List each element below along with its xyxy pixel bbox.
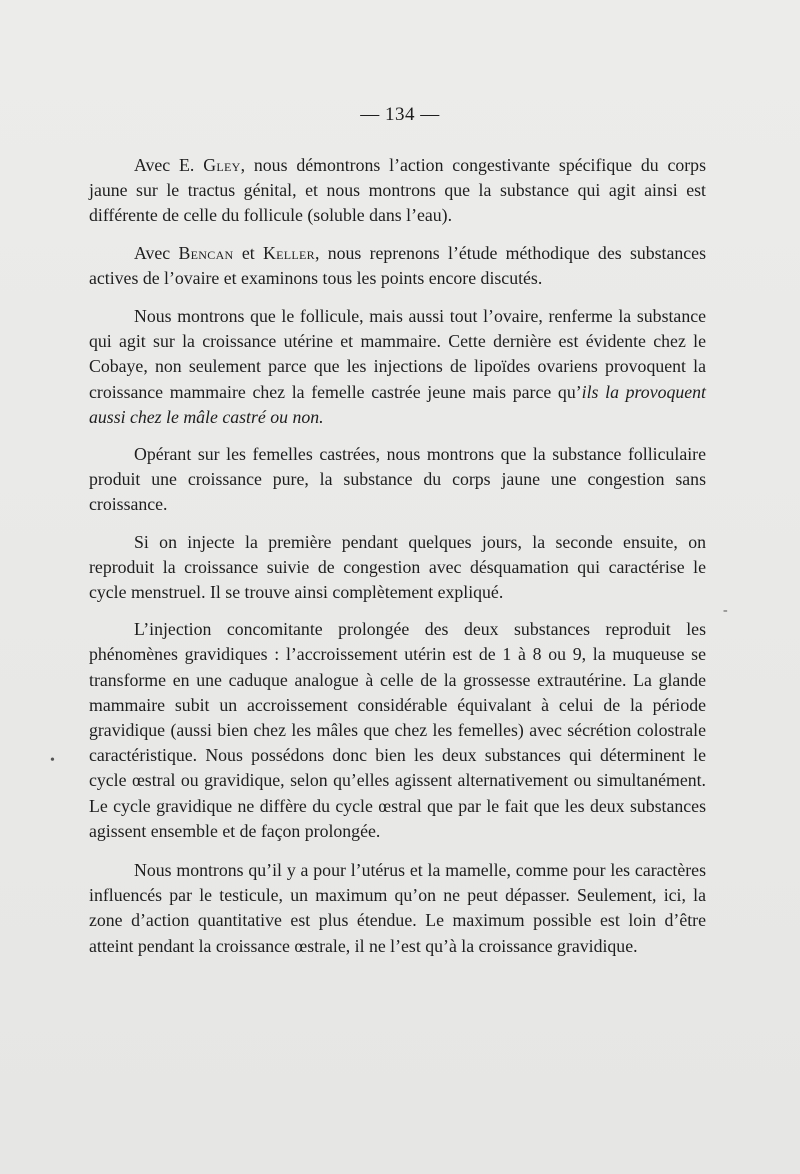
p4-text: Opérant sur les femelles castrées, nous montrons que la substance folliculaire produit une croissance pure, la substance du corps jaune une congestion sans croissance.	[89, 444, 706, 515]
p3-italic-emphasis: ils la provoquent aussi chez le mâle castré ou non.	[89, 381, 706, 427]
p7-text: Nous montrons qu’il y a pour l’utérus et la mamelle, comme pour les caractères influencés par le testicule, un maximum qu’on ne peut dépasser. Seulement, ici, la zone d’action quantitative est plus étendue. Le maximum possible est loin d’être atteint pendant la croissance œstrale, il ne l’est qu’à la croissance gravidique.	[89, 860, 706, 956]
paragraph-injection-concomitante	[89, 617, 706, 844]
paragraph-cycle-menstruel	[89, 530, 706, 606]
author-name-keller: Keller	[262, 242, 315, 263]
body-text	[89, 153, 706, 970]
paragraph-follicule	[89, 304, 706, 430]
paragraph-femelles-castrees	[89, 442, 706, 518]
author-name-gley: Gley	[203, 155, 241, 175]
author-name-bencan: Bencan	[178, 242, 234, 263]
margin-dash-mark: -	[723, 603, 728, 618]
p5-text: Si on injecte la première pendant quelques jours, la seconde ensuite, on reproduit la croissance suivie de congestion avec désquamation qui caractérise le cycle menstruel. Il se trouve ainsi complètement expliqué.	[89, 531, 706, 603]
p1-text-start: Avec E.	[134, 155, 204, 175]
paragraph-gley	[89, 153, 706, 229]
p2-text-start: Avec	[134, 242, 179, 263]
paragraph-bencan-keller	[89, 241, 706, 291]
margin-dot-mark: •	[50, 753, 55, 768]
page-number: — 134 —	[360, 104, 440, 125]
paragraph-maximum	[89, 858, 706, 959]
p2-text-mid: et	[233, 242, 263, 263]
p6-text: L’injection concomitante prolongée des deux substances reproduit les phénomènes gravidiques : l’accroissement utérin est de 1 à 8 ou 9, la muqueuse se transforme en une caduque analogue à celle de la grossesse extrautérine. La glande mammaire subit un accroissement considérable équivalant à celui de la période gravidique (aussi bien chez les mâles que chez les femelles) avec sécrétion colostrale caractéristique. Nous possédons donc bien les deux substances qui déterminent le cycle œstral ou gravidique, selon qu’elles agissent alternativement ou simultanément. Le cycle gravidique ne diffère du cycle œstral que par le fait que les deux substances agissent ensemble et de façon prolongée.	[89, 619, 706, 841]
p2-text-end: , nous reprenons l’étude méthodique des substances actives de l’ovaire et examinons tous les points encore discutés.	[89, 242, 706, 288]
p1-text-end: , nous démontrons l’action congestivante spécifique du corps jaune sur le tractus génital, et nous montrons que la substance qui agit ainsi est différente de celle du follicule (soluble dans l’eau).	[89, 155, 706, 226]
p3-text-start: Nous montrons que le follicule, mais aussi tout l’ovaire, renferme la substance qui agit sur la croissance utérine et mammaire. Cette dernière est évidente chez le Cobaye, non seulement parce que les injections de lipoïdes ovariens provoquent la croissance mammaire chez la femelle castrée jeune mais parce qu’	[89, 306, 706, 402]
